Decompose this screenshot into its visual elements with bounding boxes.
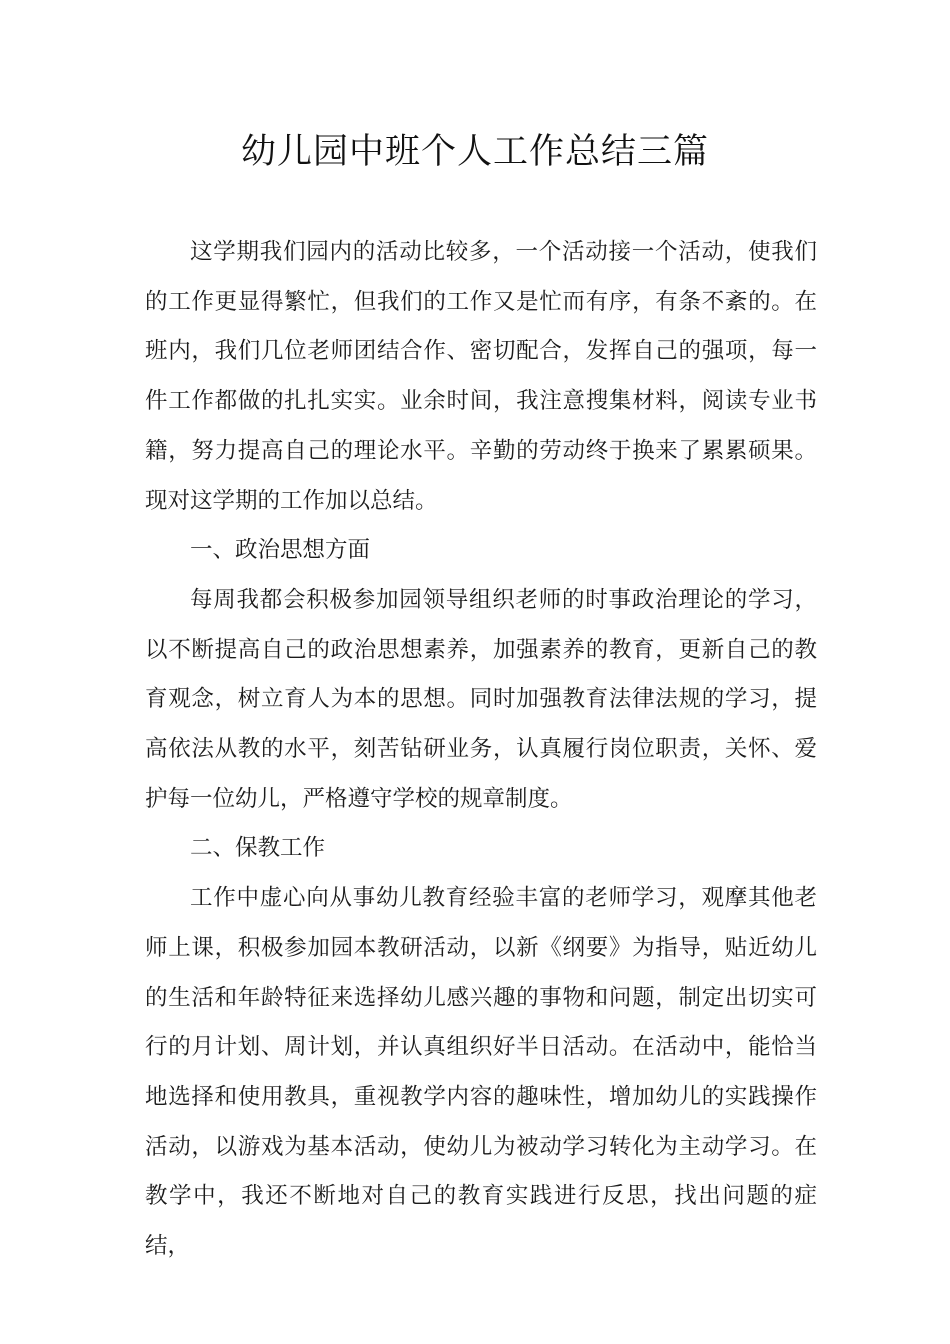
paragraph-intro: 这学期我们园内的活动比较多，一个活动接一个活动，使我们的工作更显得繁忙，但我们的工作又是忙而有序，有条不紊的。在班内，我们几位老师团结合作、密切配合，发挥自己的强项，每一件工作都做的扎扎实实。业余时间，我注意搜集材料，阅读专业书籍，努力提高自己的理论水平。辛勤的劳动终于换来了累累硕果。现对这学期的工作加以总结。 <box>145 239 817 514</box>
document-title: 幼儿园中班个人工作总结三篇 <box>240 132 709 172</box>
paragraph-politics: 每周我都会积极参加园领导组织老师的时事政治理论的学习，以不断提高自己的政治思想素养，加强素养的教育，更新自己的教育观念，树立育人为本的思想。同时加强教育法律法规的学习，提高依法从教的水平，刻苦钻研业务，认真履行岗位职责，关怀、爱护每一位幼儿，严格遵守学校的规章制度。 <box>145 586 817 812</box>
section-heading-teaching: 二、保教工作 <box>190 835 326 862</box>
paragraph-teaching: 工作中虚心向从事幼儿教育经验丰富的老师学习，观摩其他老师上课，积极参加园本教研活动，以新《纲要》为指导，贴近幼儿的生活和年龄特征来选择幼儿感兴趣的事物和问题，制定出切实可行的月计划、周计划，并认真组织好半日活动。在活动中，能恰当地选择和使用教具，重视教学内容的趣味性，增加幼儿的实践操作活动，以游戏为基本活动，使幼儿为被动学习转化为主动学习。在教学中，我还不断地对自己的教育实践进行反思，找出问题的症结， <box>145 885 817 1260</box>
section-heading-politics: 一、政治思想方面 <box>190 537 371 564</box>
document-body <box>145 228 817 1272</box>
